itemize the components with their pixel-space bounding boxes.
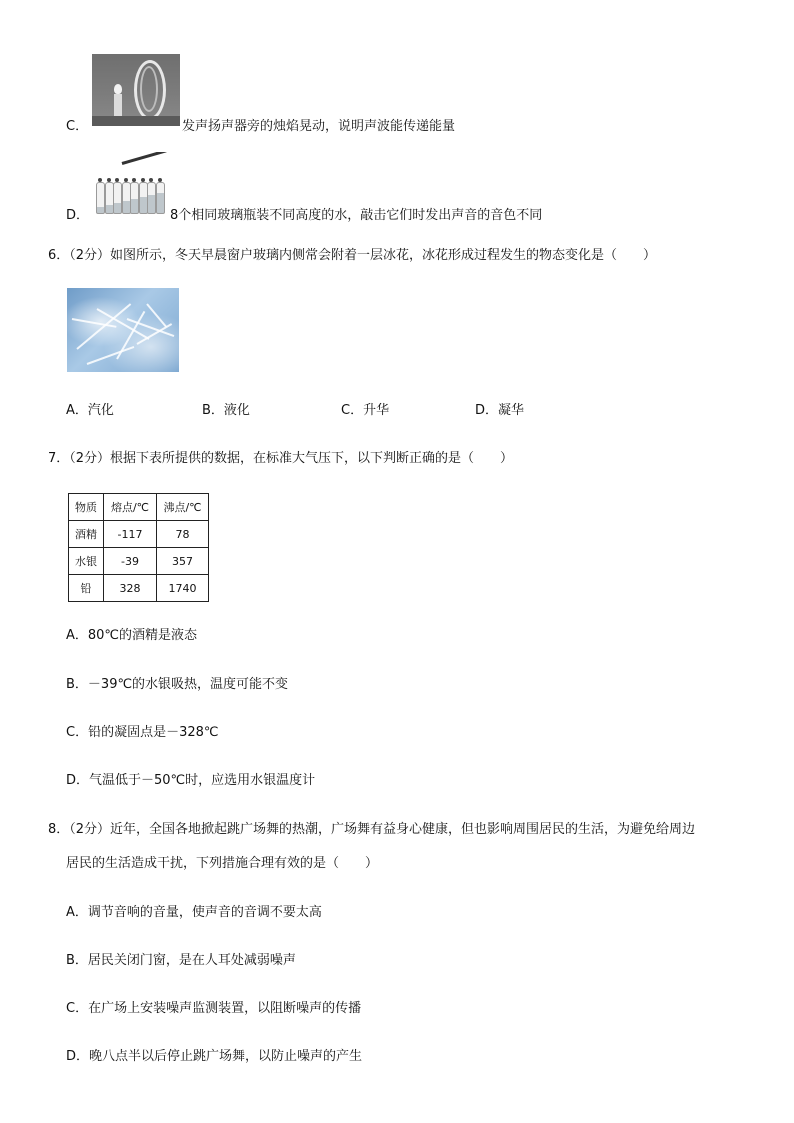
ice-frond — [146, 303, 167, 327]
q7-option-d: D．气温低于－50℃时，应选用水银温度计 — [66, 773, 316, 788]
q6-question: 6．（2分）如图所示，冬天早晨窗户玻璃内侧常会附着一层冰花，冰花形成过程发生的物态变化是（ ） — [48, 248, 657, 263]
q6-option-b: B．液化 — [202, 403, 250, 418]
table-cell: -117 — [104, 521, 157, 548]
q8-option-b: B．居民关闭门窗，是在人耳处减弱噪声 — [66, 953, 296, 968]
q5-option-d-text: 8个相同玻璃瓶装不同高度的水，敲击它们时发出声音的音色不同 — [170, 208, 543, 223]
table-row — [69, 548, 209, 575]
table-header-cell: 熔点/℃ — [104, 494, 157, 521]
q7-option-a: A．80℃的酒精是液态 — [66, 628, 198, 643]
bottle-cap — [141, 178, 145, 182]
q8-question-line2: 居民的生活造成干扰，下列措施合理有效的是（ ） — [66, 856, 379, 871]
table-row — [69, 521, 209, 548]
q6-option-a: A．汽化 — [66, 403, 114, 418]
q8-option-a: A．调节音响的音量，使声音的音调不要太高 — [66, 905, 322, 920]
table-cell: 铅 — [69, 575, 104, 602]
q7-option-c: C．铅的凝固点是－328℃ — [66, 725, 219, 740]
q8-option-d: D．晚八点半以后停止跳广场舞，以防止噪声的产生 — [66, 1049, 363, 1064]
q8-question-line1: 8．（2分）近年，全国各地掀起跳广场舞的热潮，广场舞有益身心健康，但也影响周围居民的生活，为避免给周边 — [48, 822, 696, 837]
q5-option-c-letter: C． — [66, 119, 89, 134]
q5-option-c-text: 发声扬声器旁的烛焰晃动，说明声波能传递能量 — [182, 119, 456, 134]
glass-bottle — [130, 182, 139, 214]
table-cell: 酒精 — [69, 521, 104, 548]
ice-flower-image — [67, 288, 179, 372]
table-header-row — [69, 494, 209, 521]
glass-bottle — [113, 182, 122, 214]
table-cell: 78 — [157, 521, 209, 548]
table-header-cell: 物质 — [69, 494, 104, 521]
table-header-cell: 沸点/℃ — [157, 494, 209, 521]
bottle-cap — [115, 178, 119, 182]
ice-frond — [76, 303, 131, 350]
bottle-cap — [124, 178, 128, 182]
q6-option-d: D．凝华 — [475, 403, 525, 418]
glass-bottles-image — [92, 152, 170, 220]
q7-question: 7．（2分）根据下表所提供的数据，在标准大气压下，以下判断正确的是（ ） — [48, 451, 514, 466]
bottle-cap — [107, 178, 111, 182]
table-cell: 1740 — [157, 575, 209, 602]
q7-option-b: B．－39℃的水银吸热，温度可能不变 — [66, 677, 289, 692]
table-cell: 水银 — [69, 548, 104, 575]
table-cell: 357 — [157, 548, 209, 575]
melting-boiling-table — [68, 493, 209, 602]
q5-option-d-letter: D． — [66, 208, 90, 223]
glass-bottle — [156, 182, 165, 214]
candle-speaker-image — [92, 54, 180, 126]
q6-option-c: C．升华 — [341, 403, 390, 418]
glass-bottle — [147, 182, 156, 214]
q8-option-c: C．在广场上安装噪声监测装置，以阻断噪声的传播 — [66, 1001, 362, 1016]
bottle-cap — [132, 178, 136, 182]
table-cell: 328 — [104, 575, 157, 602]
bottle-cap — [149, 178, 153, 182]
bottle-cap — [98, 178, 102, 182]
glass-bottle — [96, 182, 105, 214]
bottle-cap — [158, 178, 162, 182]
ice-frond — [87, 346, 135, 365]
table-cell: -39 — [104, 548, 157, 575]
table-row — [69, 575, 209, 602]
